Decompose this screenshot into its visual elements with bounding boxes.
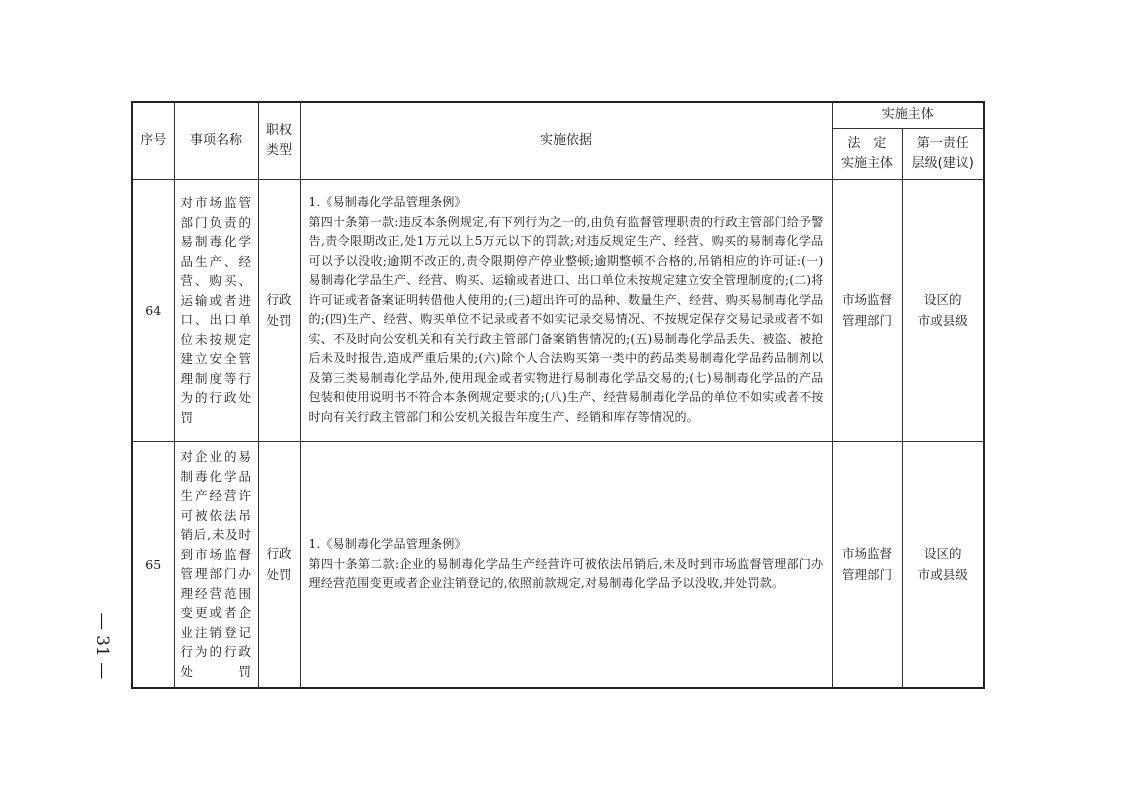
page-number-text: — 31 — [92, 612, 113, 680]
row-seq: 64 [132, 179, 174, 441]
row-basis [300, 179, 832, 441]
row-basis [300, 441, 832, 688]
row-type-line2: 处罚 [266, 567, 292, 583]
row-basis-text: 第四十条第二款:企业的易制毒化学品生产经营许可被依法吊销后,未及时到市场监督管理部门办理经营范围变更或者企业注销登记的,依照前款规定,对易制毒化学品予以没收,并处罚款。 [308, 556, 824, 590]
row-basis-text: 第四十条第一款:违反本条例规定,有下列行为之一的,由负有监督管理职责的行政主管部门给予警告,责令限期改正,处1万元以上5万元以下的罚款;对违反规定生产、经营、购买的易制毒化学品可以予以没收;逾期不改正的,责令限期停产停业整顿;逾期整顿不合格的,吊销相应的许可证:(一)易制毒化学品生产、经营、购买、运输或者进口、出口单位未按规定建立安全管理制度的;(二)将许可证或者备案证明转借他人使用的;(三)超出许可的品种、数量生产、经营、购买易制毒化学品的;(四)生产、经营、购买单位不记录或者不如实记录交易情况、不按规定保存交易记录或者不如实、不及时向公安机关和有关行政主管部门备案销售情况的;(五)易制毒化学品丢失、被盗、被抢后未及时报告,造成严重后果的;(六)除个人合法购买第一类中的药品类易制毒化学品药品制剂以及第三类易制毒化学品外,使用现金或者实物进行易制毒化学品交易的;(七)易制毒化学品的产品包装和使用说明书不符合本条例规定要求的;(八)生产、经营易制毒化学品的单位不如实或者不按时向有关行政主管部门和公安机关报告年度生产、经销和库存等情况的。 [308, 214, 824, 424]
enforcement-table [131, 101, 985, 689]
header-legal-subject-line1: 法 定 [847, 135, 887, 151]
row-subject-line2: 管理部门 [841, 313, 892, 328]
header-authority-type [258, 102, 300, 179]
row-seq: 65 [132, 441, 174, 688]
row-authority-type [258, 441, 300, 688]
header-subject-group: 实施主体 [832, 102, 984, 128]
table-row [132, 441, 984, 688]
row-legal-subject [832, 441, 902, 688]
row-basis-title: 1.《易制毒化学品管理条例》 [308, 537, 467, 551]
row-type-line1: 行政 [266, 546, 292, 562]
header-legal-subject [832, 128, 902, 179]
row-type-line2: 处罚 [266, 313, 292, 328]
row-level-line2: 市或县级 [917, 313, 968, 328]
row-subject-line1: 市场监督 [841, 546, 892, 562]
row-resp-level [902, 179, 984, 441]
header-basis: 实施依据 [300, 102, 832, 179]
row-item-name: 对市场监管部门负责的易制毒化学品生产、经营、购买、运输或者进口、出口单位未按规定建立安全管理制度等行为的行政处罚 [174, 179, 258, 441]
row-authority-type [258, 179, 300, 441]
table-row [132, 179, 984, 441]
row-resp-level [902, 441, 984, 688]
row-subject-line1: 市场监督 [841, 292, 892, 307]
row-type-line1: 行政 [266, 292, 292, 307]
row-level-line1: 设区的 [924, 292, 962, 307]
header-authority-type-line2: 类型 [265, 142, 292, 158]
header-resp-level-line2: 层级(建议) [911, 155, 974, 171]
header-item-name: 事项名称 [174, 102, 258, 179]
row-item-name: 对企业的易制毒化学品生产经营许可被依法吊销后,未及时到市场监督管理部门办理经营范围变更或者企业注销登记行为的行政处罚 [174, 441, 258, 688]
header-resp-level-line1: 第一责任 [916, 135, 969, 151]
header-authority-type-line1: 职权 [265, 122, 292, 138]
header-resp-level [902, 128, 984, 179]
row-level-line1: 设区的 [924, 546, 962, 562]
row-basis-title: 1.《易制毒化学品管理条例》 [308, 195, 467, 209]
page-number [92, 600, 112, 692]
row-subject-line2: 管理部门 [841, 567, 892, 583]
row-legal-subject [832, 179, 902, 441]
row-level-line2: 市或县级 [917, 567, 968, 583]
header-legal-subject-line2: 实施主体 [840, 155, 893, 171]
header-seq: 序号 [132, 102, 174, 179]
